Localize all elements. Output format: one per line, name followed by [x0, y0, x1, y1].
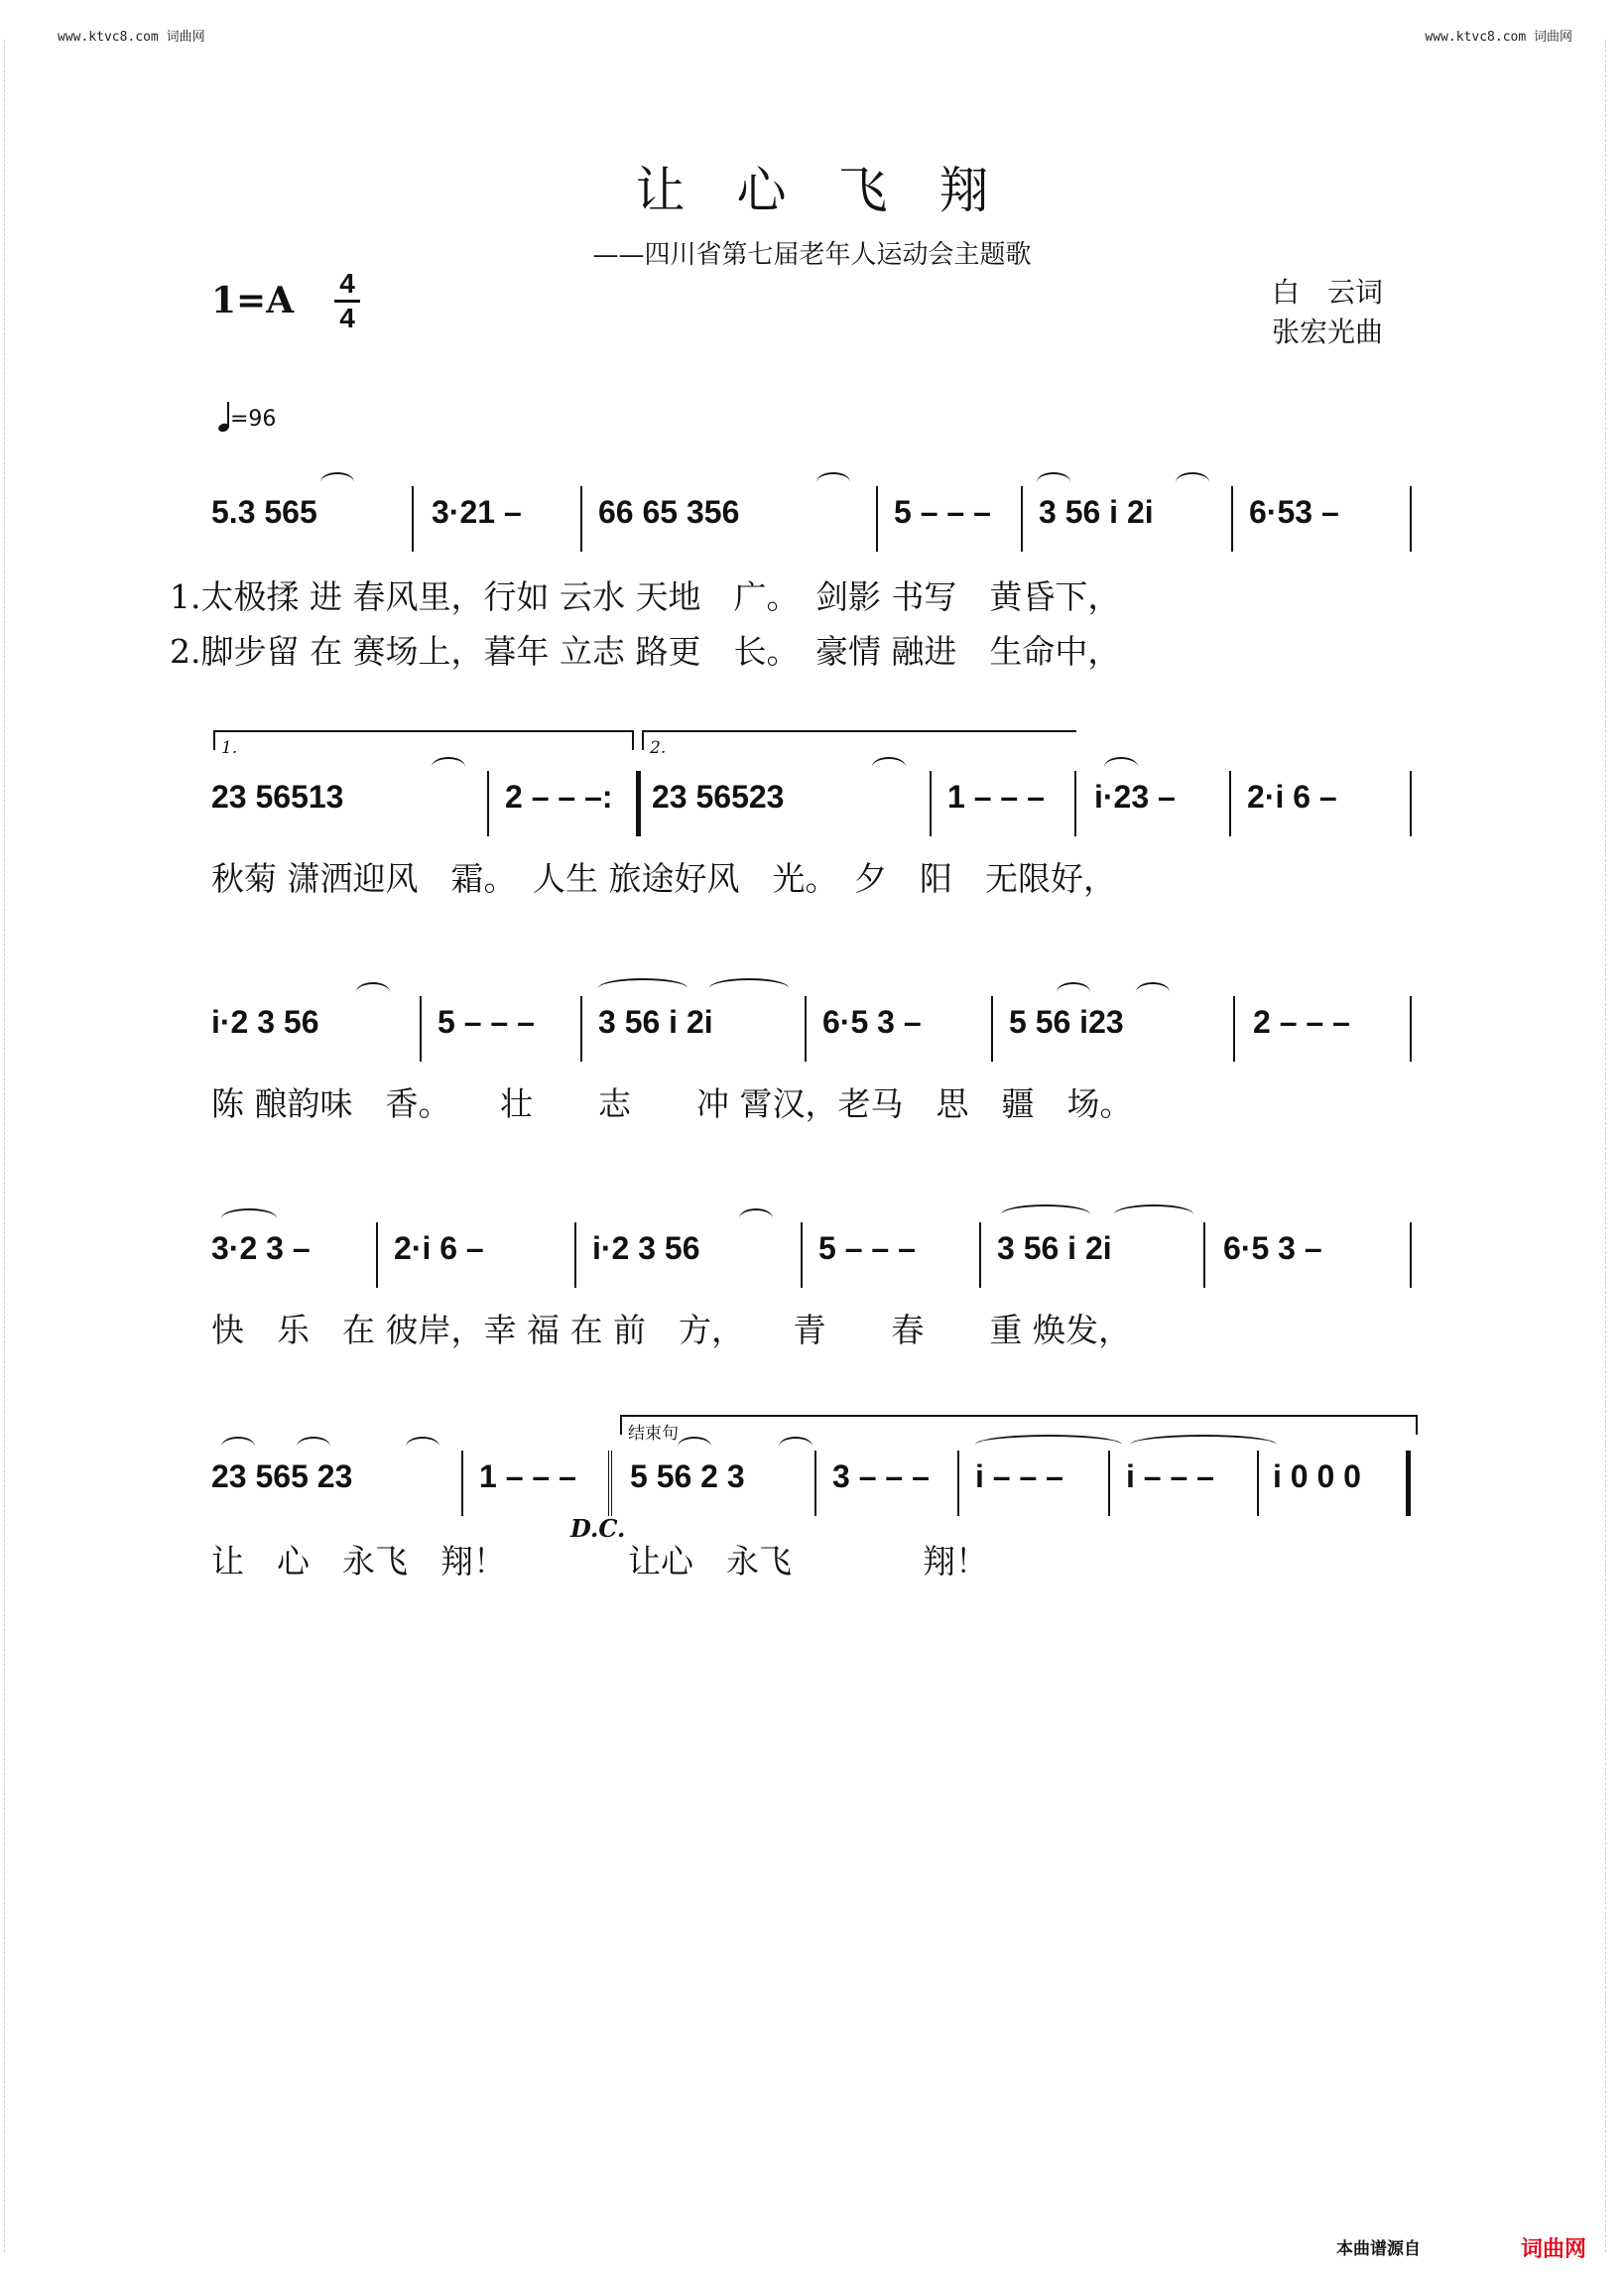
measure: 23 56513	[211, 779, 344, 815]
measure: 6·5 3 –	[822, 1004, 922, 1040]
ending-phrase-label: 结束句	[628, 1424, 679, 1444]
composer: 张宏光曲	[1272, 316, 1384, 348]
tie	[1130, 1435, 1277, 1455]
slur	[1136, 982, 1170, 1002]
barline	[580, 486, 582, 552]
barline	[376, 1222, 378, 1288]
barline	[1074, 771, 1076, 836]
ending-phrase-bracket	[620, 1415, 1418, 1444]
slur	[221, 1208, 277, 1228]
measure: 1 – – –	[479, 1458, 576, 1494]
measure: 23 565 23	[211, 1458, 353, 1494]
final-barline	[1406, 1451, 1411, 1516]
song-subtitle: ——四川省第七届老年人运动会主题歌	[592, 240, 1032, 270]
barline	[1021, 486, 1023, 552]
quarter-note-icon	[218, 402, 230, 432]
barline	[461, 1451, 463, 1516]
measure: 2 – – –:	[505, 779, 613, 815]
lyric-line-ending: 让心 永飞 翔！	[628, 1542, 988, 1581]
measure: 2 – – –	[1253, 1004, 1350, 1040]
time-signature	[327, 270, 367, 332]
tie	[975, 1435, 1122, 1455]
slur	[678, 1437, 711, 1456]
measure: i – – –	[1126, 1458, 1214, 1494]
slur	[739, 1208, 773, 1228]
barline	[1410, 771, 1412, 836]
song-title: 让心飞翔	[635, 162, 1041, 219]
ending-label-2: 2.	[650, 738, 667, 758]
measure: 5.3 565	[211, 494, 317, 530]
site-url-left[interactable]: www.ktvc8.com 词曲网	[58, 30, 205, 45]
measure: 23 56523	[652, 779, 785, 815]
slur	[709, 978, 789, 998]
measure: i·2 3 56	[211, 1004, 319, 1040]
lyric-verse-2: 2.脚步留 在 赛场上，暮年 立志 路更 长。 豪情 融进 生命中，	[170, 632, 1121, 671]
tempo-value: =96	[230, 407, 277, 432]
barline	[876, 486, 878, 552]
lyric-line: 秋菊 潇洒迎风 霜。 人生 旅途好风 光。 夕 阳 无限好，	[211, 859, 1116, 898]
credits	[1272, 273, 1383, 352]
lyric-line: 陈 酿韵味 香。 壮 志 冲 霄汉，老马 思 疆 场。	[211, 1084, 1133, 1123]
slur	[816, 472, 850, 492]
lyricist: 白 云词	[1272, 276, 1384, 309]
measure: 3·21 –	[432, 494, 522, 530]
barline	[1410, 486, 1412, 552]
barline	[979, 1222, 981, 1288]
lyric-line: 快 乐 在 彼岸，幸 福 在 前 方， 青 春 重 焕发，	[211, 1311, 1131, 1349]
slur	[432, 757, 465, 777]
measure: 6·53 –	[1249, 494, 1339, 530]
slur	[1001, 1204, 1090, 1224]
measure: 2·i 6 –	[394, 1230, 484, 1266]
slur	[598, 978, 687, 998]
measure: 5 56 i23	[1009, 1004, 1124, 1040]
measure: 5 56 2 3	[630, 1458, 745, 1494]
barline	[991, 996, 993, 1062]
slur	[406, 1437, 439, 1456]
slur	[1176, 472, 1209, 492]
lyric-line: 让 心 永飞 翔！	[211, 1542, 506, 1581]
barline	[805, 996, 807, 1062]
brand-logo[interactable]: 词曲网	[1520, 2237, 1586, 2262]
slur	[297, 1437, 330, 1456]
site-url-right[interactable]: www.ktvc8.com 词曲网	[1425, 30, 1572, 45]
watermark-strip-right	[1605, 40, 1620, 2252]
barline	[1203, 1222, 1205, 1288]
repeat-barline	[636, 771, 641, 836]
lyric-verse-1: 1.太极揉 进 春风里，行如 云水 天地 广。 剑影 书写 黄昏下，	[170, 577, 1121, 616]
source-label: 本曲谱源自	[1336, 2239, 1421, 2259]
watermark-strip-left	[4, 40, 19, 2252]
measure: i – – –	[975, 1458, 1063, 1494]
measure: 5 – – –	[818, 1230, 916, 1266]
time-signature-top: 4	[339, 268, 355, 299]
measure: 6·5 3 –	[1223, 1230, 1322, 1266]
ending-bracket-2	[642, 730, 1076, 758]
measure: i 0 0 0	[1273, 1458, 1361, 1494]
measure: 1 – – –	[947, 779, 1045, 815]
slur	[1114, 1204, 1193, 1224]
measure: 3 56 i 2i	[598, 1004, 713, 1040]
ending-label-1: 1.	[221, 738, 238, 758]
double-barline	[608, 1451, 612, 1516]
measure: i·23 –	[1094, 779, 1176, 815]
measure: 3·2 3 –	[211, 1230, 311, 1266]
key-signature: 1=A	[211, 280, 295, 321]
measure: 3 56 i 2i	[997, 1230, 1112, 1266]
slur	[1104, 757, 1138, 777]
barline	[1410, 996, 1412, 1062]
barline	[930, 771, 932, 836]
barline	[1410, 1222, 1412, 1288]
barline	[420, 996, 422, 1062]
barline	[412, 486, 414, 552]
slur	[221, 1437, 255, 1456]
slur	[1037, 472, 1070, 492]
barline	[1229, 771, 1231, 836]
barline	[1257, 1451, 1259, 1516]
slur	[320, 472, 354, 492]
measure: 2·i 6 –	[1247, 779, 1337, 815]
tempo-marking	[218, 402, 276, 432]
barline	[1108, 1451, 1110, 1516]
measure: 66 65 356	[598, 494, 740, 530]
slur	[779, 1437, 812, 1456]
barline	[1231, 486, 1233, 552]
measure: 3 – – –	[832, 1458, 930, 1494]
barline	[814, 1451, 816, 1516]
time-signature-bottom: 4	[339, 303, 355, 333]
measure: 3 56 i 2i	[1039, 494, 1154, 530]
barline	[957, 1451, 959, 1516]
barline	[801, 1222, 803, 1288]
slur	[1057, 982, 1090, 1002]
measure: 5 – – –	[437, 1004, 535, 1040]
barline	[580, 996, 582, 1062]
ending-bracket-1	[213, 730, 634, 758]
slur	[356, 982, 390, 1002]
measure: i·2 3 56	[592, 1230, 700, 1266]
slur	[872, 757, 906, 777]
barline	[487, 771, 489, 836]
barline	[1233, 996, 1235, 1062]
barline	[574, 1222, 576, 1288]
measure: 5 – – –	[894, 494, 991, 530]
dc-marking: D.C.	[570, 1514, 626, 1543]
